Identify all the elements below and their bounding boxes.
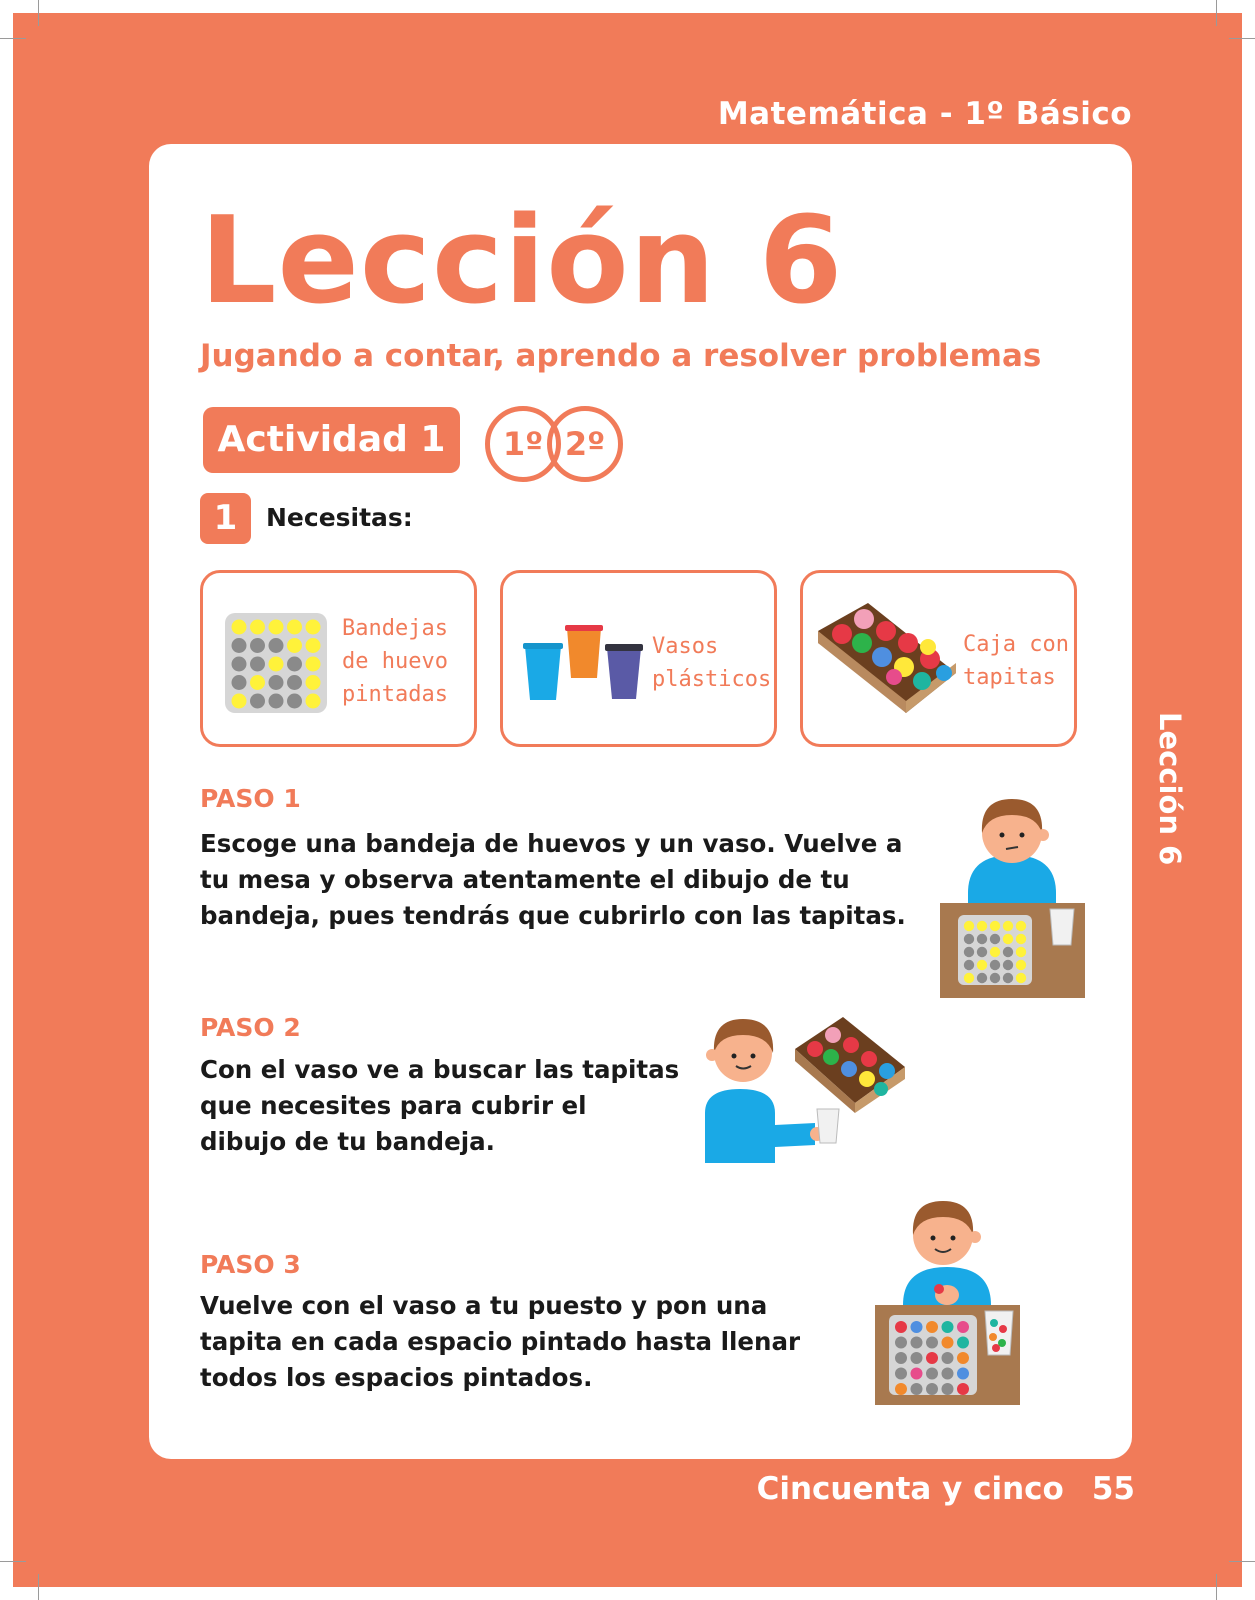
step-number: 1 [200, 493, 251, 544]
material-label-trays: Bandejas de huevo pintadas [342, 616, 448, 707]
page-number-words: Cincuenta y cinco [756, 1471, 1064, 1507]
needs-label: Necesitas: [266, 503, 413, 532]
crop-mark [38, 0, 39, 26]
step-1-text: Escoge una bandeja de huevos y un vaso. Vuelve a tu mesa y observa atentamente el dibujo de tu bandeja, pues tendrás que cubrirlo con las tapitas. [200, 829, 906, 930]
crop-mark [0, 38, 26, 39]
bottle-caps-box-icon [818, 603, 956, 715]
side-tab-lesson: Lección 6 [1153, 712, 1187, 866]
crop-mark [1229, 1561, 1255, 1562]
material-label-caps: Caja con tapitas [963, 632, 1069, 690]
grade-circle-1: 1º [485, 406, 561, 482]
child-with-cup-illustration [705, 1013, 910, 1165]
lesson-subtitle: Jugando a contar, aprendo a resolver problemas [200, 338, 1042, 374]
crop-mark [0, 1561, 26, 1562]
crop-mark [1216, 0, 1217, 26]
step-1-heading: PASO 1 [200, 784, 301, 813]
header-subject: Matemática - 1º Básico [717, 96, 1132, 132]
crop-mark [1216, 1574, 1217, 1600]
step-3-text: Vuelve con el vaso a tu puesto y pon una tapita en cada espacio pintado hasta llenar todos los espacios pintados. [200, 1291, 801, 1392]
activity-badge: Actividad 1 [203, 407, 460, 473]
step-2-text: Con el vaso ve a buscar las tapitas que necesites para cubrir el dibujo de tu bandeja. [200, 1055, 680, 1156]
lesson-title: Lección 6 [200, 192, 844, 331]
step-3-heading: PASO 3 [200, 1250, 301, 1279]
child-at-table-illustration [940, 793, 1085, 998]
crop-mark [38, 1574, 39, 1600]
grade-circle-2: 2º [547, 406, 623, 482]
material-label-cups: Vasos plásticos [652, 634, 772, 692]
egg-tray-icon [225, 613, 327, 713]
plastic-cups-icon [523, 622, 643, 702]
crop-mark [1229, 38, 1255, 39]
step-2-heading: PASO 2 [200, 1013, 301, 1042]
child-placing-caps-illustration [875, 1195, 1020, 1405]
page-number: 55 [1091, 1471, 1135, 1507]
footer-page-number [757, 1471, 1135, 1507]
